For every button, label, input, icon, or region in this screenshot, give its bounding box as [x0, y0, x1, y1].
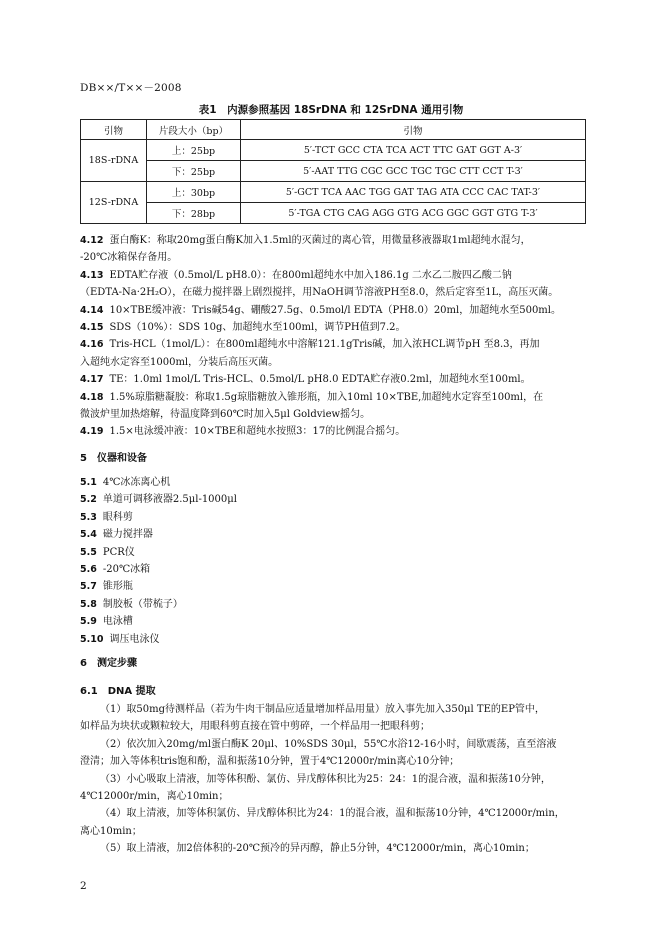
equipment-item: 5.2 单道可调移液器2.5μl-1000μl [80, 494, 237, 506]
column-header: 引物 [241, 120, 586, 140]
reagent-item-continued: 微波炉里加热熔解，待温度降到60℃时加入5μl Goldview摇匀。 [80, 409, 371, 421]
equipment-item: 5.8 制胶板（带梳子） [80, 598, 183, 610]
fragment-size-cell: 上：25bp [147, 140, 241, 161]
reagent-item-continued: 入超纯水定容至1000ml，分装后高压灭菌。 [80, 356, 279, 368]
reagent-list [80, 232, 585, 441]
sequence-cell: 5′-TGA CTG CAG AGG GTG ACG GGC GGT GTG T-3′ [241, 203, 586, 224]
table-row [81, 161, 586, 182]
table-row [81, 140, 586, 161]
fragment-size-cell: 上：30bp [147, 182, 241, 203]
sequence-cell: 5′-GCT TCA AAC TGG GAT TAG ATA CCC CAC TAT-3′ [241, 182, 586, 203]
table-caption: 表1 内源参照基因 18SrDNA 和 12SrDNA 通用引物 [198, 104, 464, 116]
subsection-heading: 6.1 DNA 提取 [80, 686, 156, 697]
procedure-steps [80, 701, 585, 858]
equipment-item: 5.7 锥形瓶 [80, 581, 133, 593]
section-equipment [80, 450, 585, 467]
procedure-step-continued: 离心10min； [80, 825, 142, 837]
sequence-cell: 5′-AAT TTG CGC GCC TGC TGC CTT CCT T-3′ [241, 161, 586, 182]
table-row [81, 203, 586, 224]
fragment-size-cell: 下：28bp [147, 203, 241, 224]
reagent-item-continued: （EDTA-Na·2H₂O），在磁力搅拌器上剧烈搅拌，用NaOH调节溶液PH至8.0，然后定容至1L，高压灭菌。 [80, 287, 559, 299]
reagent-item: 4.18 1.5%琼脂糖凝胶：称取1.5g琼脂糖放入锥形瓶，加入10ml 10×TBE,加超纯水定容至100ml，在 [80, 391, 544, 403]
reagent-item: 4.17 TE：1.0ml 1mol/L Tris-HCL、0.5mol/L pH8.0 EDTA贮存液0.2ml，加超纯水至100ml。 [80, 374, 531, 386]
reagent-item: 4.15 SDS（10%）：SDS 10g、加超纯水至100ml，调节PH值到7.2。 [80, 322, 406, 334]
section-procedure [80, 655, 585, 672]
sequence-cell: 5′-TCT GCC CTA TCA ACT TTC GAT GGT A-3′ [241, 140, 586, 161]
procedure-step: （1）取50mg待测样品（若为牛肉干制品应适量增加样品用量）放入事先加入350μl TE的EP管中， [100, 704, 545, 715]
procedure-step-continued: 如样品为块状或颗粒较大，用眼科剪直接在管中剪碎，一个样品用一把眼科剪； [80, 721, 430, 733]
procedure-step-continued: 澄清；加入等体积tris饱和酚，温和振荡10分钟，置于4℃12000r/min离心10分钟； [80, 756, 460, 768]
table-header-row [81, 120, 586, 140]
procedure-step: （3）小心吸取上清液，加等体积酚、氯仿、异戊醇体积比为25：24：1的混合液，温和振荡10分钟， [100, 773, 551, 785]
equipment-item: 5.1 4℃冰冻离心机 [80, 477, 171, 488]
procedure-step-continued: 4℃12000r/min，离心10min； [80, 791, 229, 803]
equipment-item: 5.3 眼科剪 [80, 511, 133, 523]
reagent-item: 4.19 1.5×电泳缓冲液：10×TBE和超纯水按照3：17的比例混合摇匀。 [80, 426, 406, 438]
page-number: 2 [80, 880, 87, 892]
section-heading: 5 仪器和设备 [80, 453, 147, 464]
primer-group-cell: 18S-rDNA [81, 140, 147, 182]
equipment-item: 5.4 磁力搅拌器 [80, 529, 153, 541]
table-row [81, 182, 586, 203]
equipment-list [80, 474, 585, 648]
reagent-item: 4.16 Tris-HCL（1mol/L）：在800ml超纯水中溶解121.1gTris碱，加入浓HCL调节pH 至8.3，再加 [80, 339, 540, 351]
procedure-step: （4）取上清液，加等体积氯仿、异戊醇体积比为24：1的混合液，温和振荡10分钟，4℃12000r/min， [100, 808, 565, 820]
procedure-step: （5）取上清液，加2倍体积的-20℃预冷的异丙醇，静止5分钟，4℃12000r/min，离心10min； [100, 843, 535, 855]
reagent-item: 4.13 EDTA贮存液（0.5mol/L pH8.0）：在800ml超纯水中加入186.1g 二水乙二胺四乙酸二钠 [80, 269, 512, 281]
equipment-item: 5.9 电泳槽 [80, 616, 133, 628]
column-header: 引物 [81, 120, 147, 140]
section-heading: 6 测定步骤 [80, 658, 137, 669]
reagent-item-continued: -20℃冰箱保存备用。 [80, 252, 178, 264]
reagent-item: 4.12 蛋白酶K：称取20mg蛋白酶K加入1.5ml的灭菌过的离心管，用微量移液器取1ml超纯水混匀， [80, 235, 531, 246]
reagent-item: 4.14 10×TBE缓冲液：Tris碱54g、硼酸27.5g、0.5mol/l EDTA（PH8.0）20ml，加超纯水至500ml。 [80, 304, 561, 316]
equipment-item: 5.10 调压电泳仪 [80, 633, 160, 645]
equipment-item: 5.5 PCR仪 [80, 546, 135, 558]
standard-number-header: DB××/T××－2008 [80, 82, 182, 94]
primer-group-cell: 12S-rDNA [81, 182, 147, 224]
procedure-step: （2）依次加入20mg/ml蛋白酶K 20μl、10%SDS 30μl，55℃水浴12-16小时，间歇震荡，直至溶液 [100, 738, 557, 750]
subsection-dna-extraction [80, 683, 585, 700]
equipment-item: 5.6 -20℃冰箱 [80, 564, 151, 576]
fragment-size-cell: 下：25bp [147, 161, 241, 182]
column-header: 片段大小（bp） [147, 120, 241, 140]
primer-table [80, 119, 586, 224]
